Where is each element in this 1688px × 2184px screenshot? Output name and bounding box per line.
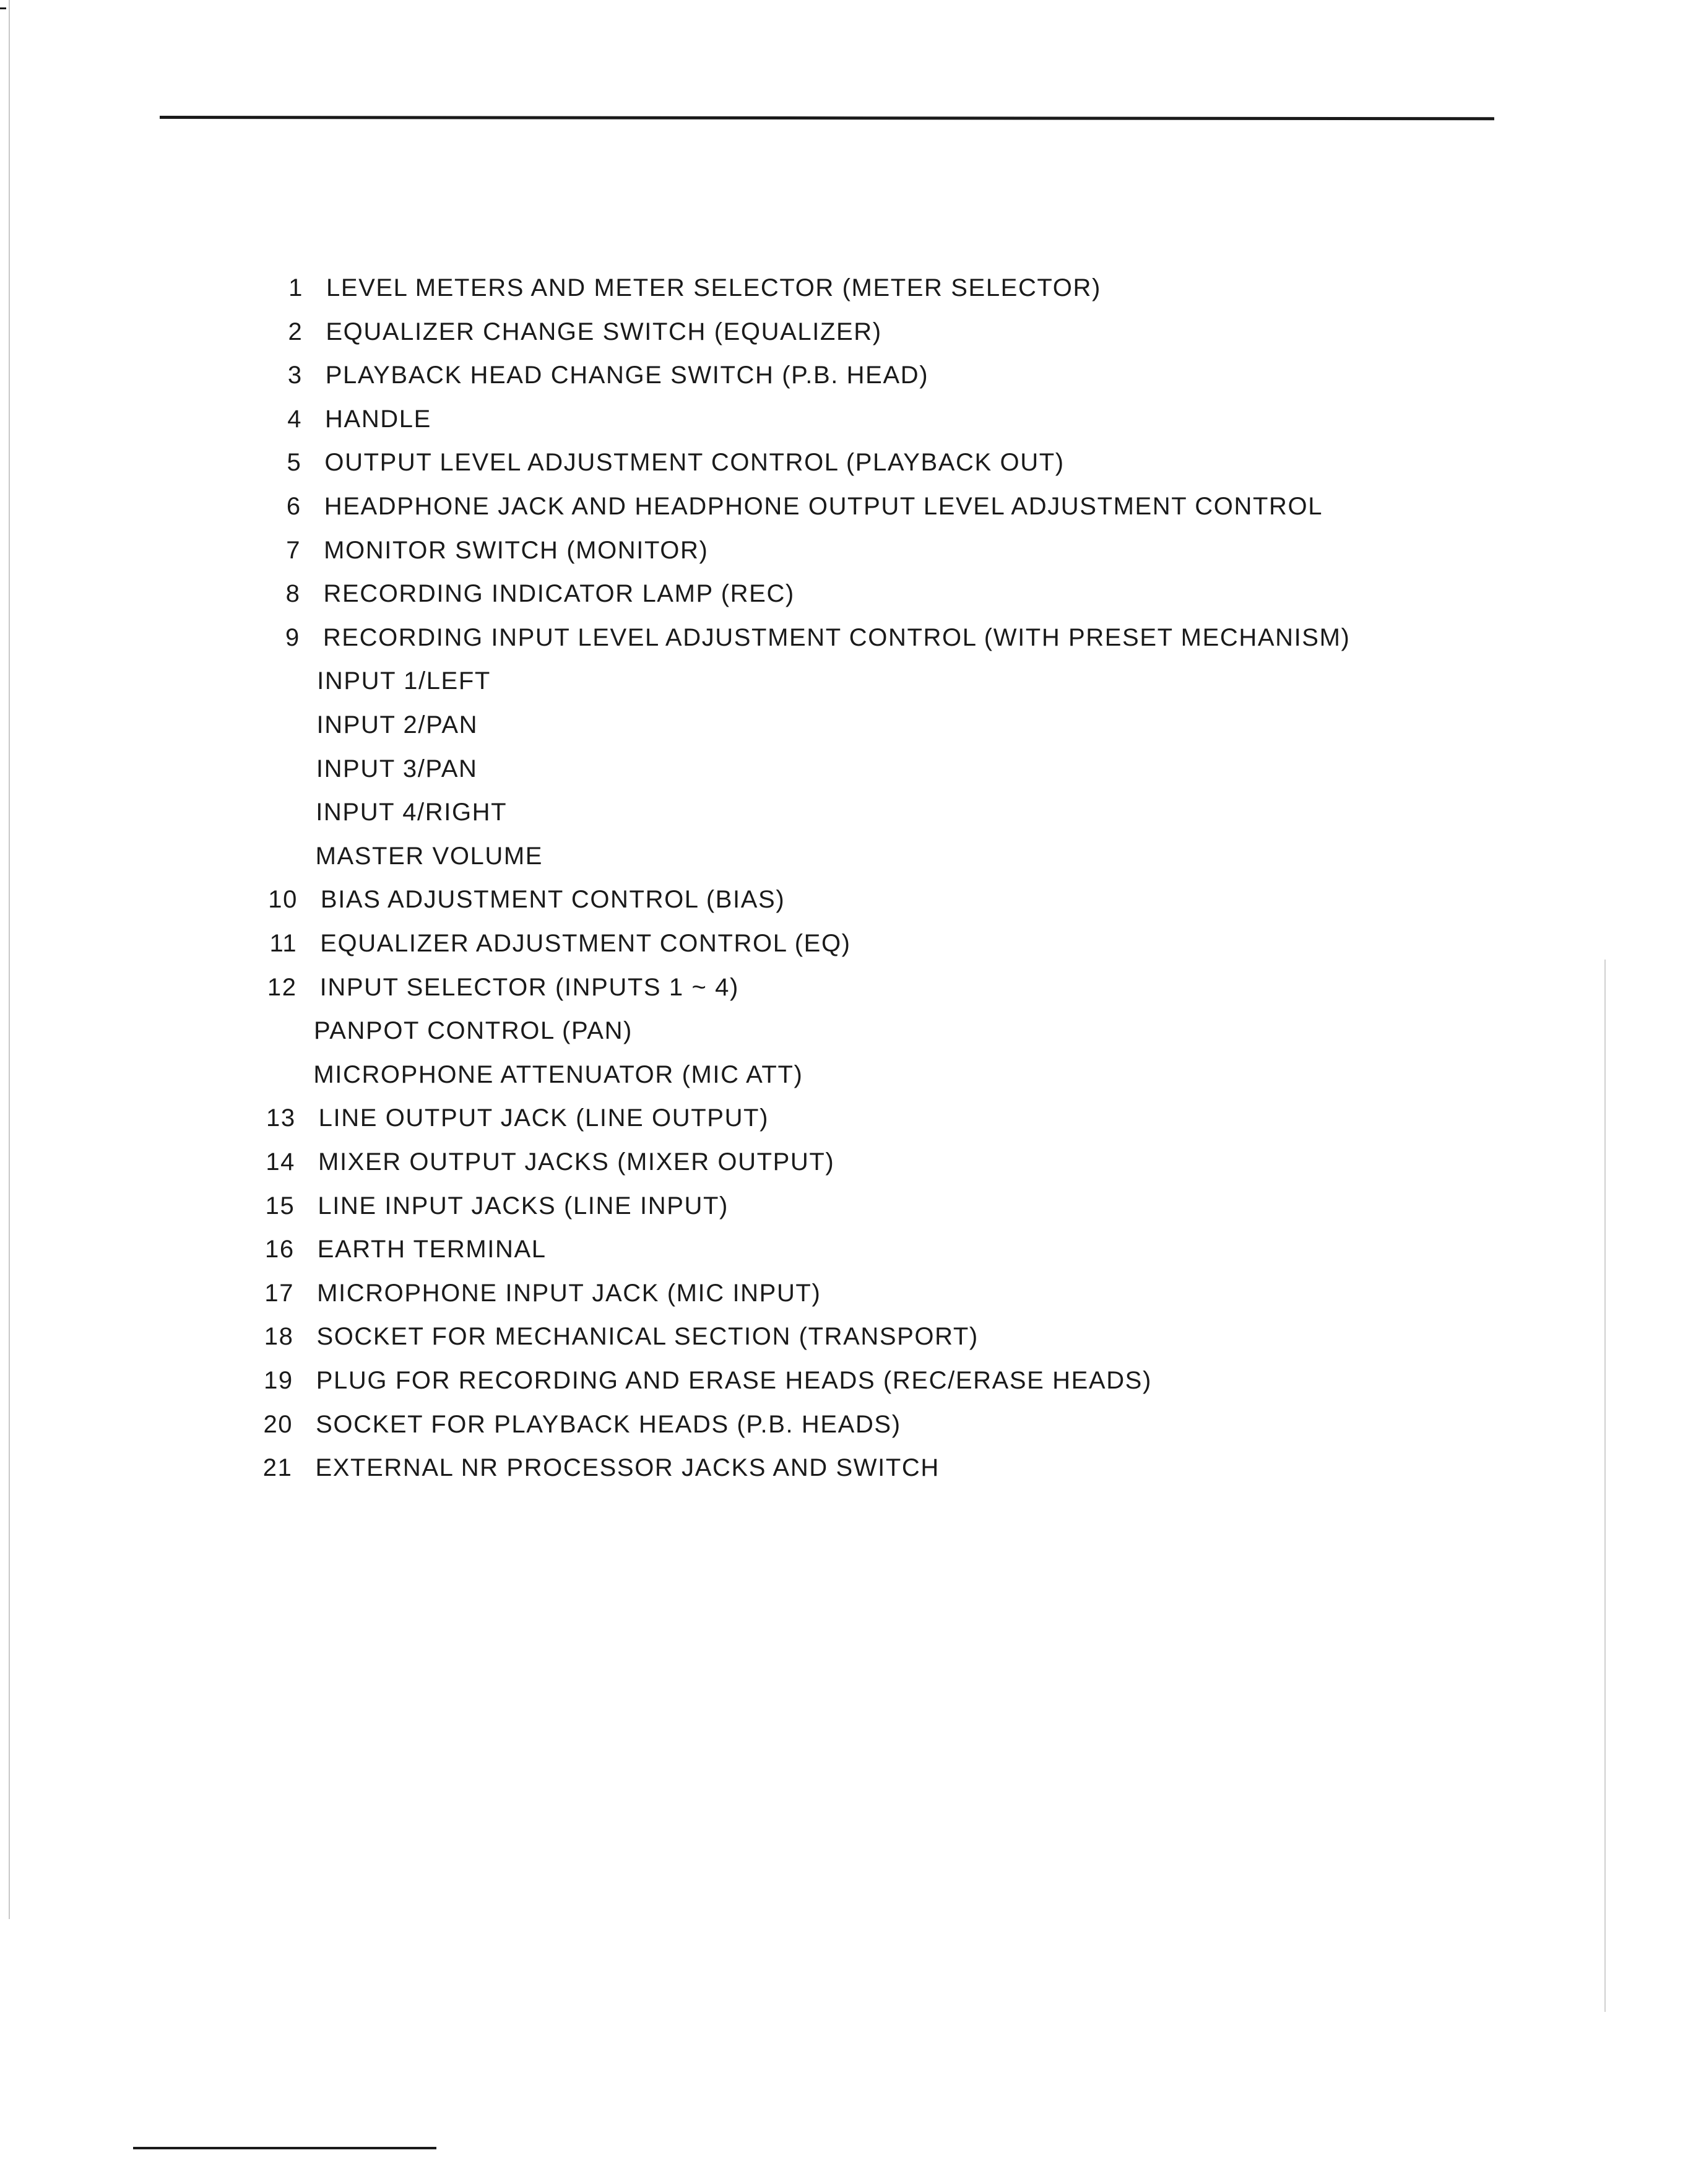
item-label: INPUT 2/PAN: [316, 711, 478, 739]
item-number: 5: [287, 449, 302, 477]
item-number: 9: [285, 623, 300, 651]
item-number: 17: [264, 1279, 295, 1307]
item-label: MONITOR SWITCH (MONITOR): [324, 536, 709, 564]
item-number: 19: [264, 1367, 293, 1394]
item-label: HEADPHONE JACK AND HEADPHONE OUTPUT LEVEL ADJUSTMENT CONTROL: [324, 493, 1323, 520]
item-label: PLUG FOR RECORDING AND ERASE HEADS (REC/ERASE HEADS): [316, 1367, 1152, 1394]
item-number: 2: [288, 318, 303, 345]
item-number: 16: [265, 1236, 295, 1263]
item-label: EXTERNAL NR PROCESSOR JACKS AND SWITCH: [315, 1454, 940, 1482]
item-label: MICROPHONE ATTENUATOR (MIC ATT): [313, 1060, 803, 1088]
item-number: 7: [286, 536, 301, 564]
item-label: RECORDING INDICATOR LAMP (REC): [323, 580, 795, 608]
item-label: MICROPHONE INPUT JACK (MIC INPUT): [317, 1279, 821, 1307]
item-number: 10: [268, 886, 298, 914]
item-number: 11: [269, 930, 298, 957]
item-label: BIAS ADJUSTMENT CONTROL (BIAS): [320, 886, 786, 914]
item-label: SOCKET FOR PLAYBACK HEADS (P.B. HEADS): [316, 1410, 901, 1438]
item-label: PLAYBACK HEAD CHANGE SWITCH (P.B. HEAD): [325, 362, 929, 389]
item-label: INPUT 4/RIGHT: [316, 799, 508, 826]
item-label: LINE INPUT JACKS (LINE INPUT): [318, 1192, 729, 1220]
item-label: HANDLE: [325, 405, 431, 433]
item-number: 18: [264, 1323, 294, 1351]
item-label: OUTPUT LEVEL ADJUSTMENT CONTROL (PLAYBACK OUT): [324, 449, 1065, 477]
item-label: INPUT 3/PAN: [316, 755, 478, 782]
item-label: LINE OUTPUT JACK (LINE OUTPUT): [318, 1104, 769, 1132]
item-number: 4: [287, 405, 303, 433]
item-label: MASTER VOLUME: [315, 842, 543, 870]
item-label: EQUALIZER ADJUSTMENT CONTROL (EQ): [320, 930, 851, 957]
item-label: INPUT SELECTOR (INPUTS 1 ~ 4): [319, 973, 739, 1001]
item-label: LEVEL METERS AND METER SELECTOR (METER SELECTOR): [326, 274, 1101, 301]
item-label: EQUALIZER CHANGE SWITCH (EQUALIZER): [326, 318, 882, 345]
item-number: 12: [267, 973, 297, 1001]
item-number: 8: [285, 580, 301, 608]
item-number: 21: [262, 1454, 293, 1482]
bottom-rule: [133, 2147, 436, 2149]
item-number: 13: [266, 1104, 296, 1132]
item-number: 20: [263, 1410, 293, 1438]
item-label: PANPOT CONTROL (PAN): [313, 1017, 633, 1045]
item-label: MIXER OUTPUT JACKS (MIXER OUTPUT): [318, 1148, 835, 1176]
item-number: 15: [265, 1192, 295, 1220]
item-number: 3: [287, 362, 303, 389]
item-label: EARTH TERMINAL: [317, 1236, 547, 1263]
item-number: 14: [266, 1148, 296, 1176]
item-label: RECORDING INPUT LEVEL ADJUSTMENT CONTROL (WITH PRESET MECHANISM): [322, 623, 1351, 651]
item-label: SOCKET FOR MECHANICAL SECTION (TRANSPORT): [316, 1323, 979, 1351]
item-number: 1: [288, 274, 303, 301]
item-label: INPUT 1/LEFT: [317, 667, 491, 695]
item-number: 6: [286, 493, 301, 520]
